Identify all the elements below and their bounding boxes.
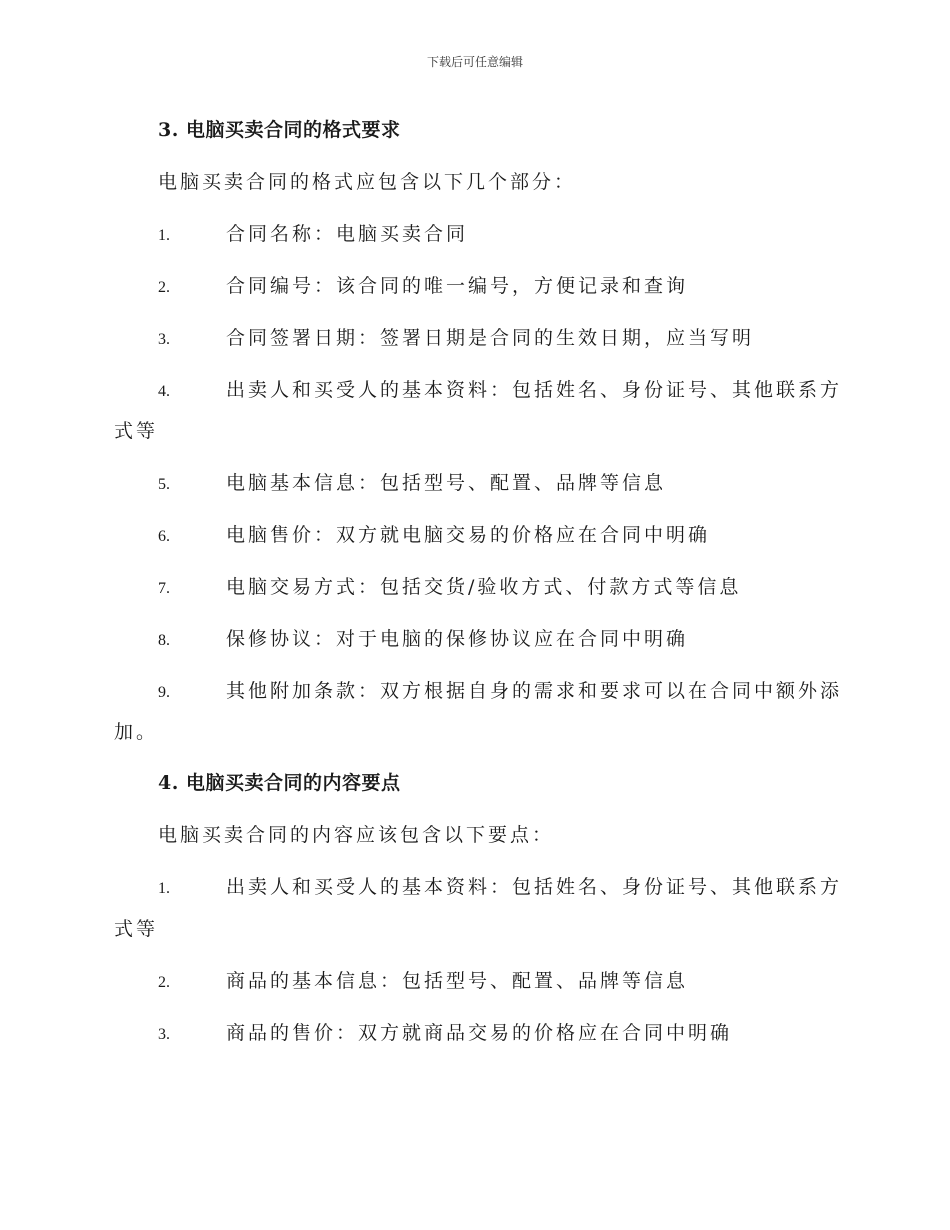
list-item: [158, 468, 666, 495]
list-item-text: 出卖人和买受人的基本资料：包括姓名、身份证号、其他联系方: [226, 876, 843, 898]
page-header-note: 下载后可任意编辑: [426, 55, 523, 69]
list-item-text: 出卖人和买受人的基本资料：包括姓名、身份证号、其他联系方: [226, 379, 843, 401]
list-item-text: 合同签署日期：签署日期是合同的生效日期，应当写明: [226, 327, 755, 349]
list-item-number: 2.: [158, 974, 170, 991]
list-item-text: 合同编号：该合同的唯一编号，方便记录和查询: [226, 275, 689, 297]
list-item: [158, 520, 710, 547]
list-item: [158, 872, 842, 899]
list-item: [158, 966, 688, 993]
list-item-text: 保修协议：对于电脑的保修协议应在合同中明确: [226, 628, 689, 650]
list-item: [158, 676, 842, 703]
list-item-continuation: 式等: [114, 420, 159, 442]
section-3-intro: 电脑买卖合同的格式应包含以下几个部分：: [158, 171, 577, 193]
list-item-number: 8.: [158, 632, 170, 649]
list-item-text: 电脑售价：双方就电脑交易的价格应在合同中明确: [226, 524, 711, 546]
list-item: [158, 219, 468, 246]
list-item-number: 1.: [158, 227, 170, 244]
list-item-number: 3.: [158, 331, 170, 348]
section-4-heading: 4. 电脑买卖合同的内容要点: [158, 772, 401, 794]
list-item-continuation: 式等: [114, 918, 159, 940]
list-item-number: 1.: [158, 880, 170, 897]
list-item: [158, 1018, 732, 1045]
list-item: [158, 375, 842, 402]
list-item-continuation: 加。: [114, 721, 159, 743]
section-3-heading: 3. 电脑买卖合同的格式要求: [158, 119, 401, 141]
list-item-number: 4.: [158, 383, 170, 400]
list-item-number: 5.: [158, 476, 170, 493]
list-item-number: 6.: [158, 528, 170, 545]
list-item-text: 商品的基本信息：包括型号、配置、品牌等信息: [226, 970, 689, 992]
list-item-number: 2.: [158, 279, 170, 296]
list-item-text: 电脑交易方式：包括交货/验收方式、付款方式等信息: [226, 576, 742, 598]
list-item: [158, 572, 741, 599]
list-item: [158, 323, 754, 350]
list-item-number: 9.: [158, 684, 170, 701]
list-item-number: 3.: [158, 1026, 170, 1043]
list-item-text: 其他附加条款：双方根据自身的需求和要求可以在合同中额外添: [226, 680, 843, 702]
section-4-intro: 电脑买卖合同的内容应该包含以下要点：: [158, 824, 555, 846]
list-item: [158, 271, 688, 298]
list-item-text: 合同名称：电脑买卖合同: [226, 223, 469, 245]
list-item-text: 电脑基本信息：包括型号、配置、品牌等信息: [226, 472, 667, 494]
list-item-number: 7.: [158, 580, 170, 597]
list-item: [158, 624, 688, 651]
list-item-text: 商品的售价：双方就商品交易的价格应在合同中明确: [226, 1022, 733, 1044]
